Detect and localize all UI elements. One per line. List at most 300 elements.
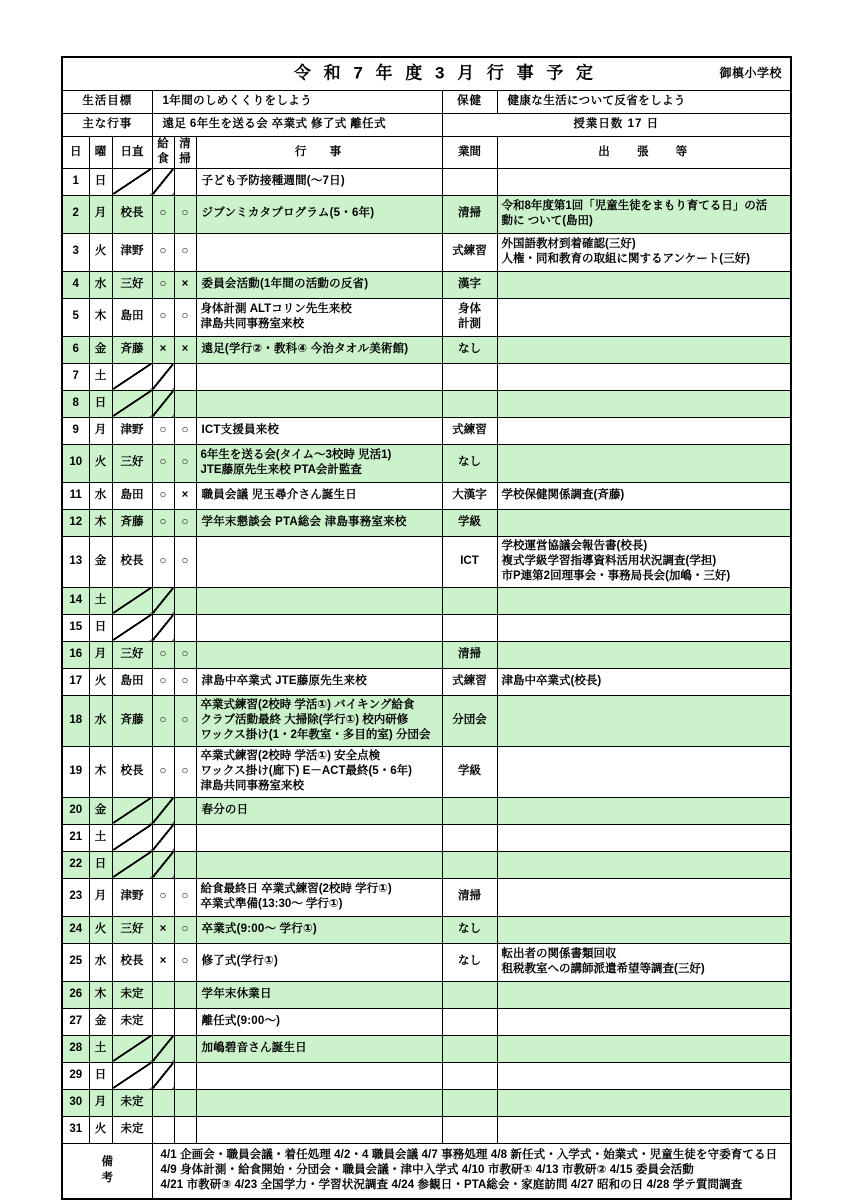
cell-day-2: 2 [62, 195, 89, 233]
cell-break-13: ICT [442, 536, 497, 587]
goal-value: 1年間のしめくくりをしよう [152, 91, 442, 114]
cell-events-20: 春分の日 [196, 797, 442, 824]
cell-clean-13: ○ [174, 536, 196, 587]
cell-lunch-17: ○ [152, 668, 174, 695]
cell-day-8: 8 [62, 390, 89, 417]
cell-events-28: 加嶋碧音さん誕生日 [196, 1035, 442, 1062]
cell-break-21 [442, 824, 497, 851]
table-row [62, 943, 791, 981]
cell-clean-22 [174, 851, 196, 878]
cell-lunch-8 [152, 390, 174, 417]
cell-lunch-10: ○ [152, 444, 174, 482]
cell-events-9: ICT支援員来校 [196, 417, 442, 444]
cell-events-8 [196, 390, 442, 417]
cell-events-26: 学年末休業日 [196, 981, 442, 1008]
cell-lunch-30 [152, 1089, 174, 1116]
remarks-label-line1: 備 [101, 1156, 113, 1169]
cell-duty-1 [112, 168, 152, 195]
cell-trips-24 [497, 916, 791, 943]
cell-clean-14 [174, 587, 196, 614]
cell-break-27 [442, 1008, 497, 1035]
cell-break-14 [442, 587, 497, 614]
cell-clean-23: ○ [174, 878, 196, 916]
cell-lunch-23: ○ [152, 878, 174, 916]
cell-duty-20 [112, 797, 152, 824]
cell-trips-17: 津島中卒業式(校長) [497, 668, 791, 695]
cell-duty-11: 島田 [112, 482, 152, 509]
cell-clean-27 [174, 1008, 196, 1035]
cell-lunch-31 [152, 1116, 174, 1143]
table-row [62, 195, 791, 233]
cell-dow-7: 土 [89, 363, 112, 390]
table-row [62, 981, 791, 1008]
cell-trips-2: 令和8年度第1回「児童生徒をまもり育てる日」の活 動に ついて(島田) [497, 195, 791, 233]
cell-duty-28 [112, 1035, 152, 1062]
cell-day-28: 28 [62, 1035, 89, 1062]
cell-duty-19: 校長 [112, 746, 152, 797]
cell-lunch-7 [152, 363, 174, 390]
cell-dow-10: 火 [89, 444, 112, 482]
table-row [62, 482, 791, 509]
cell-duty-7 [112, 363, 152, 390]
cell-dow-4: 水 [89, 271, 112, 298]
cell-clean-8 [174, 390, 196, 417]
col-header-clean-line2: 掃 [179, 153, 191, 166]
cell-break-10: なし [442, 444, 497, 482]
table-row [62, 641, 791, 668]
cell-lunch-5: ○ [152, 298, 174, 336]
cell-trips-6 [497, 336, 791, 363]
cell-lunch-18: ○ [152, 695, 174, 746]
cell-dow-21: 土 [89, 824, 112, 851]
cell-trips-27 [497, 1008, 791, 1035]
table-row [62, 233, 791, 271]
cell-clean-16: ○ [174, 641, 196, 668]
cell-break-28 [442, 1035, 497, 1062]
cell-break-30 [442, 1089, 497, 1116]
cell-dow-29: 日 [89, 1062, 112, 1089]
cell-lunch-4: ○ [152, 271, 174, 298]
cell-trips-14 [497, 587, 791, 614]
cell-lunch-26 [152, 981, 174, 1008]
cell-dow-3: 火 [89, 233, 112, 271]
cell-duty-4: 三好 [112, 271, 152, 298]
cell-trips-9 [497, 417, 791, 444]
page-title: 令 和 7 年 度 3 月 行 事 予 定 [293, 63, 598, 83]
cell-duty-9: 津野 [112, 417, 152, 444]
cell-day-13: 13 [62, 536, 89, 587]
cell-trips-22 [497, 851, 791, 878]
cell-break-6: なし [442, 336, 497, 363]
table-row [62, 797, 791, 824]
cell-dow-6: 金 [89, 336, 112, 363]
cell-clean-11: × [174, 482, 196, 509]
cell-lunch-14 [152, 587, 174, 614]
cell-lunch-27 [152, 1008, 174, 1035]
cell-duty-10: 三好 [112, 444, 152, 482]
col-header-events: 行 事 [196, 137, 442, 169]
cell-clean-26 [174, 981, 196, 1008]
cell-trips-25: 転出者の関係書類回収 租税教室への講師派遣希望等調査(三好) [497, 943, 791, 981]
cell-clean-28 [174, 1035, 196, 1062]
cell-day-5: 5 [62, 298, 89, 336]
cell-lunch-20 [152, 797, 174, 824]
cell-events-1: 子ども予防接種週間(～7日) [196, 168, 442, 195]
cell-events-3 [196, 233, 442, 271]
cell-trips-26 [497, 981, 791, 1008]
cell-day-27: 27 [62, 1008, 89, 1035]
cell-break-20 [442, 797, 497, 824]
cell-dow-9: 月 [89, 417, 112, 444]
cell-dow-23: 月 [89, 878, 112, 916]
cell-dow-20: 金 [89, 797, 112, 824]
cell-break-5: 身体 計測 [442, 298, 497, 336]
table-row [62, 824, 791, 851]
cell-break-25: なし [442, 943, 497, 981]
cell-clean-4: × [174, 271, 196, 298]
cell-duty-24: 三好 [112, 916, 152, 943]
cell-duty-5: 島田 [112, 298, 152, 336]
cell-day-12: 12 [62, 509, 89, 536]
cell-dow-28: 土 [89, 1035, 112, 1062]
table-row [62, 851, 791, 878]
cell-break-23: 清掃 [442, 878, 497, 916]
table-row [62, 390, 791, 417]
cell-clean-9: ○ [174, 417, 196, 444]
cell-day-1: 1 [62, 168, 89, 195]
cell-clean-12: ○ [174, 509, 196, 536]
cell-dow-16: 月 [89, 641, 112, 668]
cell-clean-21 [174, 824, 196, 851]
cell-dow-19: 木 [89, 746, 112, 797]
cell-day-22: 22 [62, 851, 89, 878]
cell-trips-4 [497, 271, 791, 298]
cell-events-13 [196, 536, 442, 587]
cell-clean-17: ○ [174, 668, 196, 695]
cell-break-15 [442, 614, 497, 641]
cell-day-24: 24 [62, 916, 89, 943]
cell-events-30 [196, 1089, 442, 1116]
main-events-value: 遠足 6年生を送る会 卒業式 修了式 離任式 [152, 114, 442, 137]
cell-day-20: 20 [62, 797, 89, 824]
cell-trips-20 [497, 797, 791, 824]
col-header-trips: 出 張 等 [497, 137, 791, 169]
cell-dow-11: 水 [89, 482, 112, 509]
cell-duty-15 [112, 614, 152, 641]
table-row [62, 1089, 791, 1116]
col-header-clean [174, 137, 196, 169]
table-row [62, 695, 791, 746]
cell-events-17: 津島中卒業式 JTE藤原先生来校 [196, 668, 442, 695]
school-name: 御槙小学校 [719, 66, 782, 81]
cell-break-11: 大漢字 [442, 482, 497, 509]
cell-day-18: 18 [62, 695, 89, 746]
cell-clean-20 [174, 797, 196, 824]
title-cell [62, 57, 791, 91]
cell-day-3: 3 [62, 233, 89, 271]
cell-break-4: 漢字 [442, 271, 497, 298]
cell-trips-13: 学校運営協議会報告書(校長) 複式学級学習指導資料活用状況調査(学担) 市P連第2回理事会・事務局長会(加嶋・三好) [497, 536, 791, 587]
cell-day-4: 4 [62, 271, 89, 298]
cell-lunch-11: ○ [152, 482, 174, 509]
table-row [62, 1035, 791, 1062]
cell-day-21: 21 [62, 824, 89, 851]
cell-break-9: 式練習 [442, 417, 497, 444]
cell-dow-13: 金 [89, 536, 112, 587]
cell-break-2: 清掃 [442, 195, 497, 233]
cell-lunch-24: × [152, 916, 174, 943]
cell-trips-11: 学校保健関係調査(斉藤) [497, 482, 791, 509]
cell-dow-18: 水 [89, 695, 112, 746]
cell-events-15 [196, 614, 442, 641]
cell-clean-7 [174, 363, 196, 390]
cell-break-29 [442, 1062, 497, 1089]
cell-break-18: 分団会 [442, 695, 497, 746]
table-row [62, 363, 791, 390]
remarks-line-3: 4/21 市教研③ 4/23 全国学力・学習状況調査 4/24 参観日・PTA総会・家庭訪問 4/27 昭和の日 4/28 学テ質問調査 [160, 1179, 743, 1192]
cell-lunch-15 [152, 614, 174, 641]
cell-day-14: 14 [62, 587, 89, 614]
cell-lunch-28 [152, 1035, 174, 1062]
cell-break-12: 学級 [442, 509, 497, 536]
cell-dow-30: 月 [89, 1089, 112, 1116]
cell-trips-8 [497, 390, 791, 417]
table-row [62, 614, 791, 641]
cell-lunch-16: ○ [152, 641, 174, 668]
cell-events-18: 卒業式練習(2校時 学活①) バイキング給食 クラブ活動最終 大掃除(学行①) 校内研修 ワックス掛け(1・2年教室・多目的室) 分団会 [196, 695, 442, 746]
cell-day-26: 26 [62, 981, 89, 1008]
cell-day-17: 17 [62, 668, 89, 695]
cell-day-16: 16 [62, 641, 89, 668]
cell-duty-18: 斉藤 [112, 695, 152, 746]
table-row [62, 536, 791, 587]
table-row [62, 168, 791, 195]
goal-label: 生活目標 [62, 91, 152, 114]
cell-duty-13: 校長 [112, 536, 152, 587]
cell-events-16 [196, 641, 442, 668]
cell-dow-27: 金 [89, 1008, 112, 1035]
remarks-line-1: 4/1 企画会・職員会議・着任処理 4/2・4 職員会議 4/7 事務処理 4/8 新任式・入学式・始業式・児童生徒を守委育てる日 [160, 1148, 778, 1161]
cell-duty-29 [112, 1062, 152, 1089]
column-header-row [62, 137, 791, 169]
cell-trips-7 [497, 363, 791, 390]
cell-events-11: 職員会議 児玉尋介さん誕生日 [196, 482, 442, 509]
table-row [62, 916, 791, 943]
table-row [62, 336, 791, 363]
cell-events-4: 委員会活動(1年間の活動の反省) [196, 271, 442, 298]
cell-duty-21 [112, 824, 152, 851]
cell-lunch-29 [152, 1062, 174, 1089]
cell-dow-8: 日 [89, 390, 112, 417]
cell-day-15: 15 [62, 614, 89, 641]
cell-lunch-19: ○ [152, 746, 174, 797]
cell-trips-15 [497, 614, 791, 641]
col-header-clean-line1: 清 [179, 138, 191, 150]
col-header-break: 業間 [442, 137, 497, 169]
cell-break-24: なし [442, 916, 497, 943]
cell-dow-15: 日 [89, 614, 112, 641]
cell-clean-10: ○ [174, 444, 196, 482]
cell-break-7 [442, 363, 497, 390]
cell-trips-18 [497, 695, 791, 746]
table-row [62, 668, 791, 695]
cell-dow-2: 月 [89, 195, 112, 233]
table-row [62, 444, 791, 482]
cell-trips-23 [497, 878, 791, 916]
school-days-value: 授業日数 17 日 [442, 114, 791, 137]
cell-lunch-12: ○ [152, 509, 174, 536]
cell-events-2: ジブンミカタプログラム(5・6年) [196, 195, 442, 233]
cell-dow-24: 火 [89, 916, 112, 943]
cell-clean-31 [174, 1116, 196, 1143]
cell-events-7 [196, 363, 442, 390]
cell-trips-10 [497, 444, 791, 482]
cell-clean-30 [174, 1089, 196, 1116]
cell-break-1 [442, 168, 497, 195]
cell-break-16: 清掃 [442, 641, 497, 668]
cell-events-21 [196, 824, 442, 851]
col-header-lunch-line2: 食 [157, 153, 169, 166]
cell-trips-31 [497, 1116, 791, 1143]
cell-break-3: 式練習 [442, 233, 497, 271]
cell-clean-24: ○ [174, 916, 196, 943]
cell-events-12: 学年末懇談会 PTA総会 津島事務室来校 [196, 509, 442, 536]
cell-break-26 [442, 981, 497, 1008]
cell-duty-2: 校長 [112, 195, 152, 233]
cell-dow-25: 水 [89, 943, 112, 981]
cell-trips-30 [497, 1089, 791, 1116]
cell-trips-29 [497, 1062, 791, 1089]
cell-trips-28 [497, 1035, 791, 1062]
cell-break-19: 学級 [442, 746, 497, 797]
table-row [62, 878, 791, 916]
cell-day-30: 30 [62, 1089, 89, 1116]
col-header-lunch-line1: 給 [157, 138, 169, 150]
cell-lunch-22 [152, 851, 174, 878]
cell-clean-29 [174, 1062, 196, 1089]
cell-duty-27: 未定 [112, 1008, 152, 1035]
table-row [62, 1008, 791, 1035]
cell-clean-6: × [174, 336, 196, 363]
cell-day-25: 25 [62, 943, 89, 981]
cell-duty-26: 未定 [112, 981, 152, 1008]
cell-lunch-1 [152, 168, 174, 195]
cell-clean-15 [174, 614, 196, 641]
col-header-dow: 曜 [89, 137, 112, 169]
cell-events-27: 離任式(9:00～) [196, 1008, 442, 1035]
cell-lunch-21 [152, 824, 174, 851]
cell-duty-12: 斉藤 [112, 509, 152, 536]
cell-dow-31: 火 [89, 1116, 112, 1143]
cell-clean-3: ○ [174, 233, 196, 271]
table-row [62, 1062, 791, 1089]
cell-clean-5: ○ [174, 298, 196, 336]
cell-clean-2: ○ [174, 195, 196, 233]
cell-clean-25: ○ [174, 943, 196, 981]
cell-trips-12 [497, 509, 791, 536]
cell-trips-19 [497, 746, 791, 797]
cell-dow-5: 木 [89, 298, 112, 336]
col-header-lunch [152, 137, 174, 169]
table-row [62, 1116, 791, 1143]
cell-lunch-13: ○ [152, 536, 174, 587]
cell-trips-3: 外国語教材到着確認(三好) 人権・同和教育の取組に関するアンケート(三好) [497, 233, 791, 271]
cell-lunch-9: ○ [152, 417, 174, 444]
cell-lunch-2: ○ [152, 195, 174, 233]
cell-dow-12: 木 [89, 509, 112, 536]
cell-events-5: 身体計測 ALTコリン先生来校 津島共同事務室来校 [196, 298, 442, 336]
cell-trips-21 [497, 824, 791, 851]
table-row [62, 587, 791, 614]
remarks-row [62, 1143, 791, 1199]
cell-duty-23: 津野 [112, 878, 152, 916]
cell-lunch-3: ○ [152, 233, 174, 271]
cell-events-19: 卒業式練習(2校時 学活①) 安全点検 ワックス掛け(廊下) E－ACT最終(5・6年) 津島共同事務室来校 [196, 746, 442, 797]
remarks-label [62, 1143, 152, 1199]
cell-day-19: 19 [62, 746, 89, 797]
cell-trips-5 [497, 298, 791, 336]
cell-dow-14: 土 [89, 587, 112, 614]
cell-dow-26: 木 [89, 981, 112, 1008]
cell-duty-30: 未定 [112, 1089, 152, 1116]
cell-day-29: 29 [62, 1062, 89, 1089]
cell-dow-17: 火 [89, 668, 112, 695]
title-row [62, 57, 791, 91]
cell-day-23: 23 [62, 878, 89, 916]
cell-duty-31: 未定 [112, 1116, 152, 1143]
cell-clean-1 [174, 168, 196, 195]
table-row [62, 298, 791, 336]
cell-events-29 [196, 1062, 442, 1089]
cell-duty-25: 校長 [112, 943, 152, 981]
cell-duty-14 [112, 587, 152, 614]
cell-duty-3: 津野 [112, 233, 152, 271]
col-header-day: 日 [62, 137, 89, 169]
cell-day-10: 10 [62, 444, 89, 482]
remarks-line-2: 4/9 身体計測・給食開始・分団会・職員会議・津中入学式 4/10 市教研① 4/13 市教研② 4/15 委員会活動 [160, 1163, 694, 1176]
monthly-schedule-table [61, 56, 792, 1200]
cell-events-24: 卒業式(9:00～ 学行①) [196, 916, 442, 943]
main-events-label: 主な行事 [62, 114, 152, 137]
cell-duty-8 [112, 390, 152, 417]
cell-break-31 [442, 1116, 497, 1143]
cell-day-6: 6 [62, 336, 89, 363]
cell-day-9: 9 [62, 417, 89, 444]
cell-break-8 [442, 390, 497, 417]
cell-dow-1: 日 [89, 168, 112, 195]
cell-events-31 [196, 1116, 442, 1143]
cell-day-7: 7 [62, 363, 89, 390]
table-row [62, 746, 791, 797]
cell-events-22 [196, 851, 442, 878]
cell-events-14 [196, 587, 442, 614]
cell-clean-19: ○ [174, 746, 196, 797]
cell-events-10: 6年生を送る会(タイム～3校時 児活1) JTE藤原先生来校 PTA会計監査 [196, 444, 442, 482]
cell-day-31: 31 [62, 1116, 89, 1143]
cell-break-22 [442, 851, 497, 878]
cell-dow-22: 日 [89, 851, 112, 878]
cell-trips-16 [497, 641, 791, 668]
remarks-body [152, 1143, 791, 1199]
table-row [62, 509, 791, 536]
goal-row [62, 91, 791, 114]
cell-events-25: 修了式(学行①) [196, 943, 442, 981]
health-value: 健康な生活について反省をしよう [497, 91, 791, 114]
cell-day-11: 11 [62, 482, 89, 509]
remarks-label-line2: 考 [101, 1171, 113, 1184]
cell-clean-18: ○ [174, 695, 196, 746]
health-label: 保健 [442, 91, 497, 114]
